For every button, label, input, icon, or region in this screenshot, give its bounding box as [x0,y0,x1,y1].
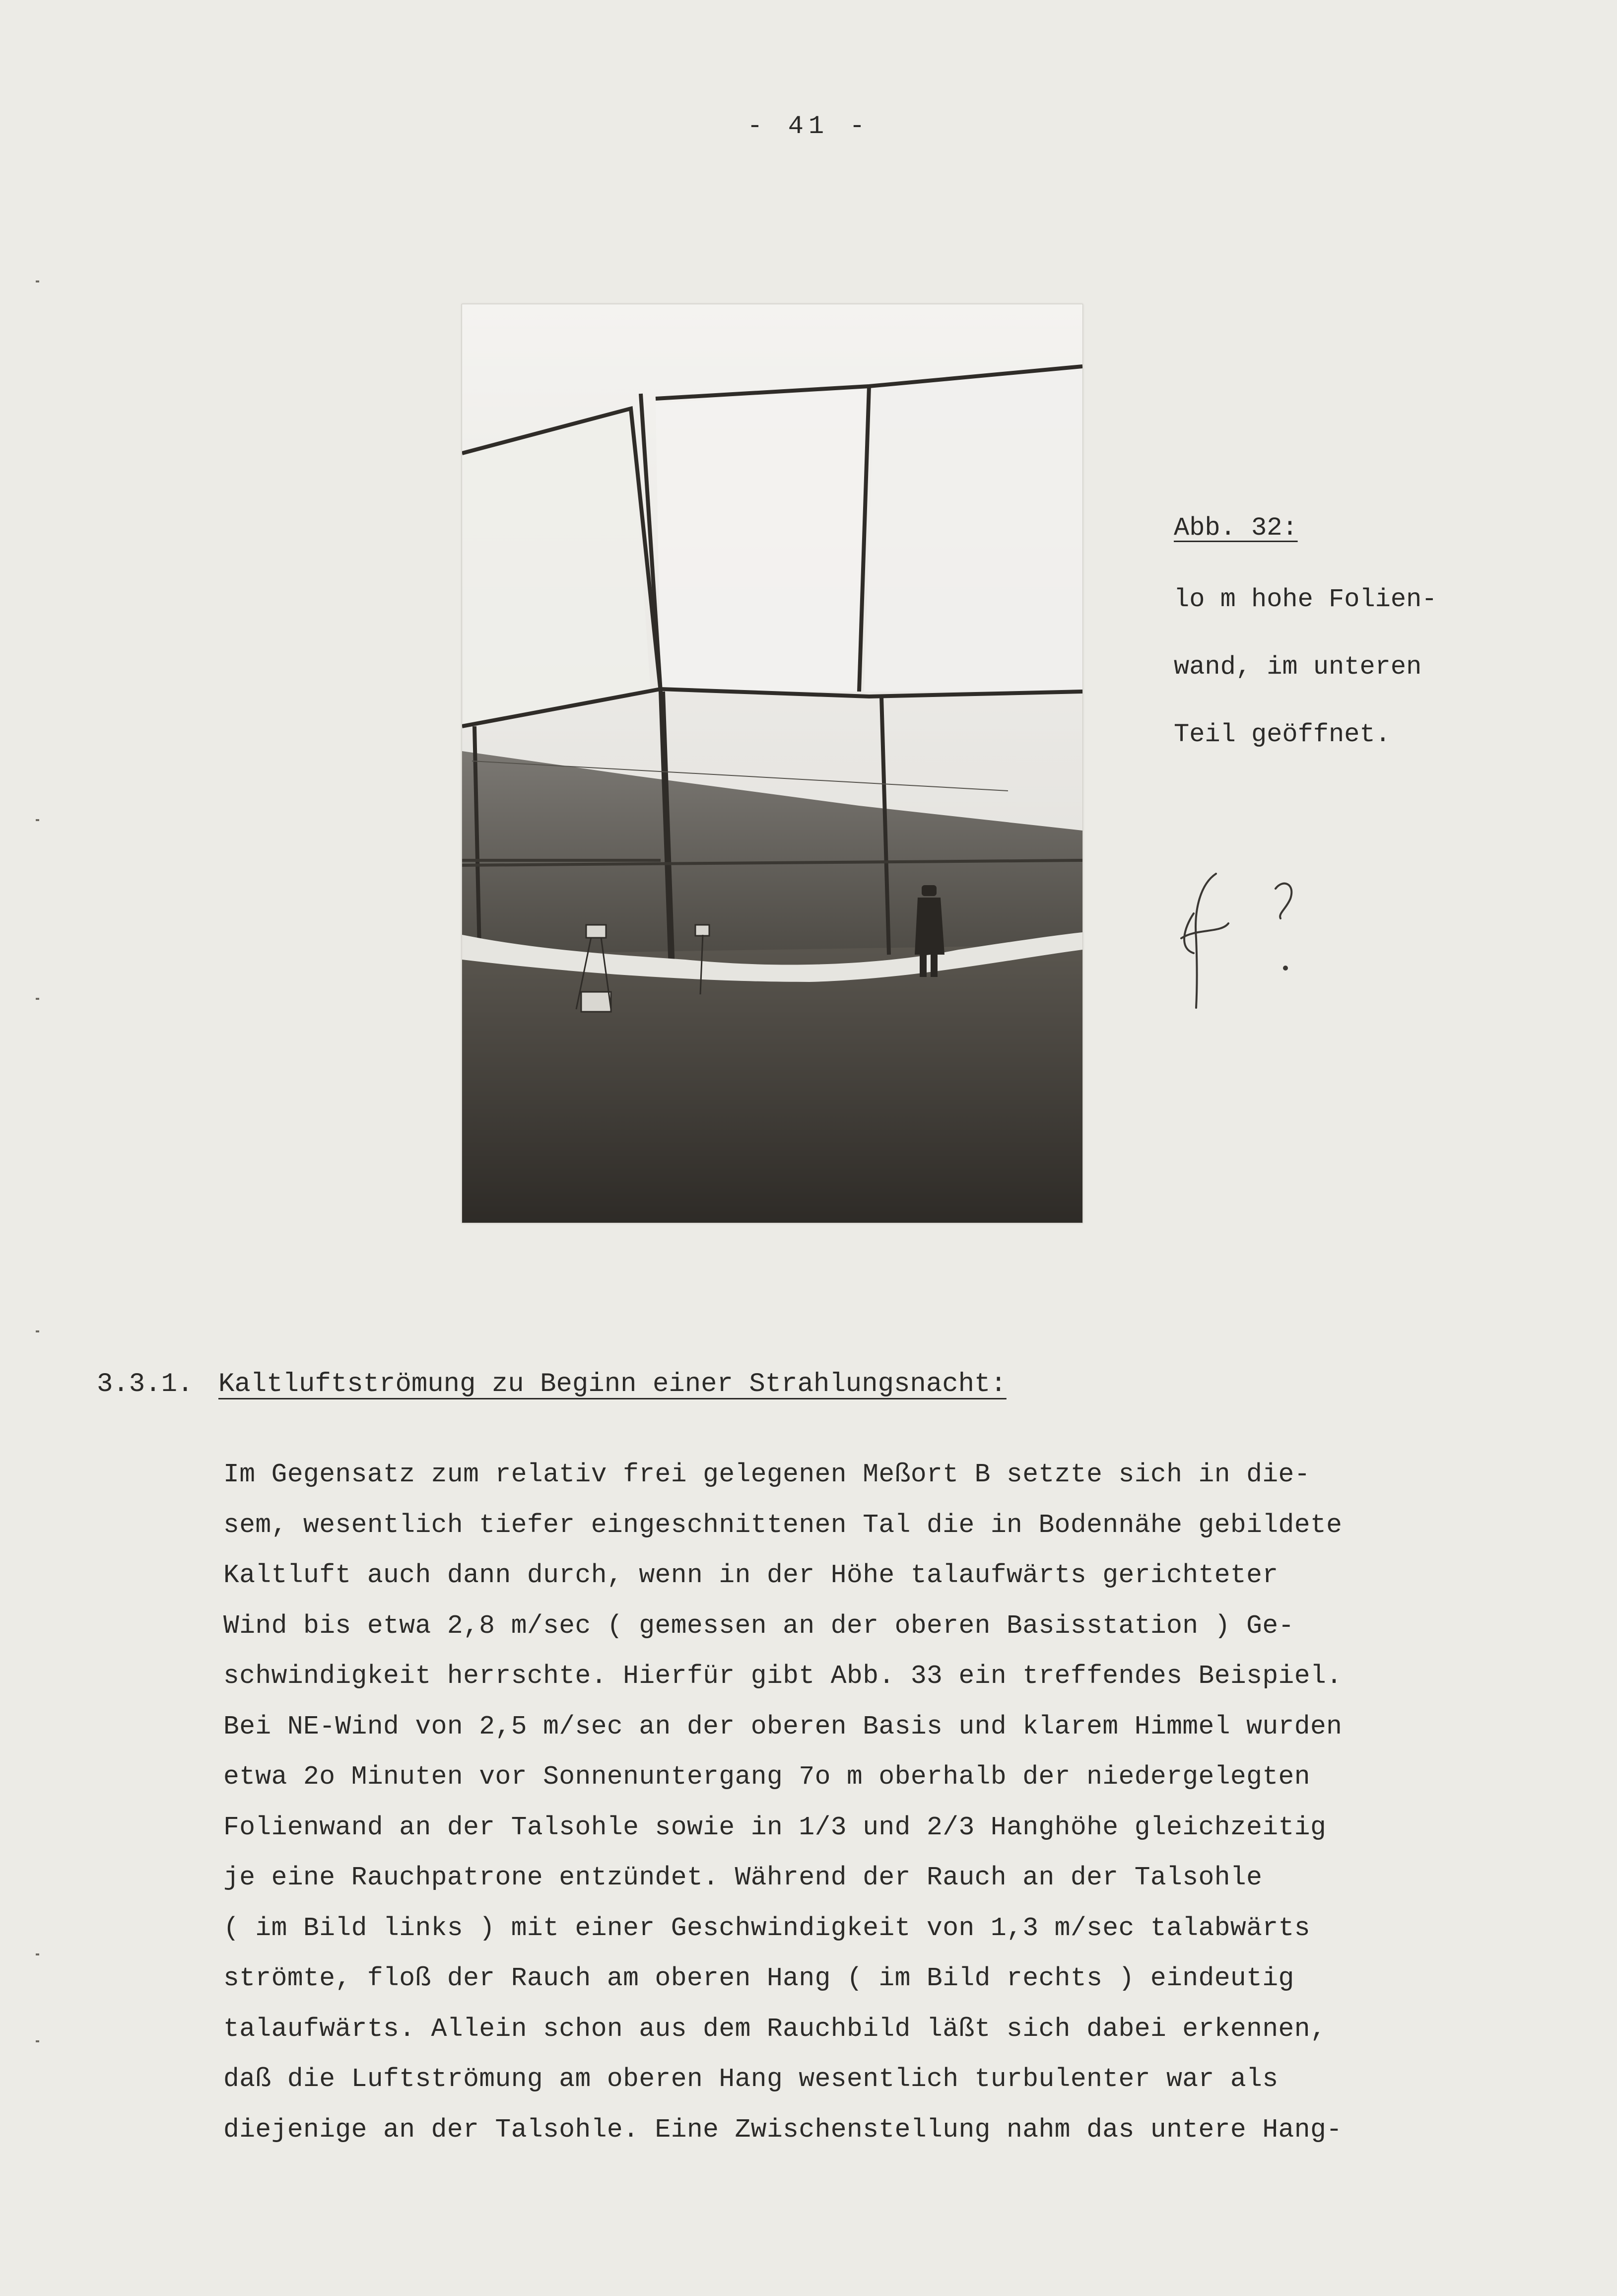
margin-mark [36,280,39,282]
section-title: Kaltluftströmung zu Beginn einer Strahlungsnacht: [218,1369,1007,1399]
body-line: etwa 2o Minuten vor Sonnenuntergang 7o m oberhalb der niedergelegten [223,1762,1310,1792]
body-line: Wind bis etwa 2,8 m/sec ( gemessen an der oberen Basisstation ) Ge- [223,1610,1294,1641]
body-line: Kaltluft auch dann durch, wenn in der Höhe talaufwärts gerichteter [223,1560,1279,1590]
figure-caption [1174,511,1521,785]
figure-photo [462,304,1083,1223]
photo-foil-wall [462,304,1082,1223]
body-line: sem, wesentlich tiefer eingeschnittenen Tal die in Bodennähe gebildete [223,1510,1343,1540]
margin-mark [36,819,39,821]
body-line: Im Gegensatz zum relativ frei gelegenen Meßort B setzte sich in die- [223,1460,1310,1489]
body-line: daß die Luftströmung am oberen Hang wesentlich turbulenter war als [223,2064,1279,2094]
body-line: Bei NE-Wind von 2,5 m/sec an der oberen Basis und klarem Himmel wurden [223,1711,1343,1741]
body-line: strömte, floß der Rauch am oberen Hang ( im Bild rechts ) eindeutig [223,1963,1294,1993]
figure-label: Abb. 32: [1174,513,1298,543]
figure-caption-text [1174,549,1521,785]
margin-mark [36,2040,39,2042]
margin-mark [36,1953,39,1955]
body-paragraph [223,1450,1514,2155]
body-line: ( im Bild links ) mit einer Geschwindigkeit von 1,3 m/sec talabwärts [223,1913,1310,1943]
body-line: diejenige an der Talsohle. Eine Zwischenstellung nahm das untere Hang- [223,2114,1343,2145]
margin-mark [36,998,39,1000]
caption-line: wand, im unteren [1174,652,1422,682]
page-number: - 41 - [747,112,870,141]
caption-line: Teil geöffnet. [1174,720,1391,749]
body-line: schwindigkeit herrschte. Hierfür gibt Abb. 33 ein treffendes Beispiel. [223,1661,1343,1691]
caption-line: lo m hohe Folien- [1174,585,1437,614]
section-heading [97,1369,1007,1399]
body-line: talaufwärts. Allein schon aus dem Rauchbild läßt sich dabei erkennen, [223,2014,1327,2044]
section-number: 3.3.1. [97,1369,194,1399]
handwritten-annotation [1166,864,1325,1013]
body-line: je eine Rauchpatrone entzündet. Während der Rauch an der Talsohle [223,1863,1263,1892]
margin-mark [36,1330,39,1332]
body-line: Folienwand an der Talsohle sowie in 1/3 und 2/3 Hanghöhe gleichzeitig [223,1812,1327,1842]
